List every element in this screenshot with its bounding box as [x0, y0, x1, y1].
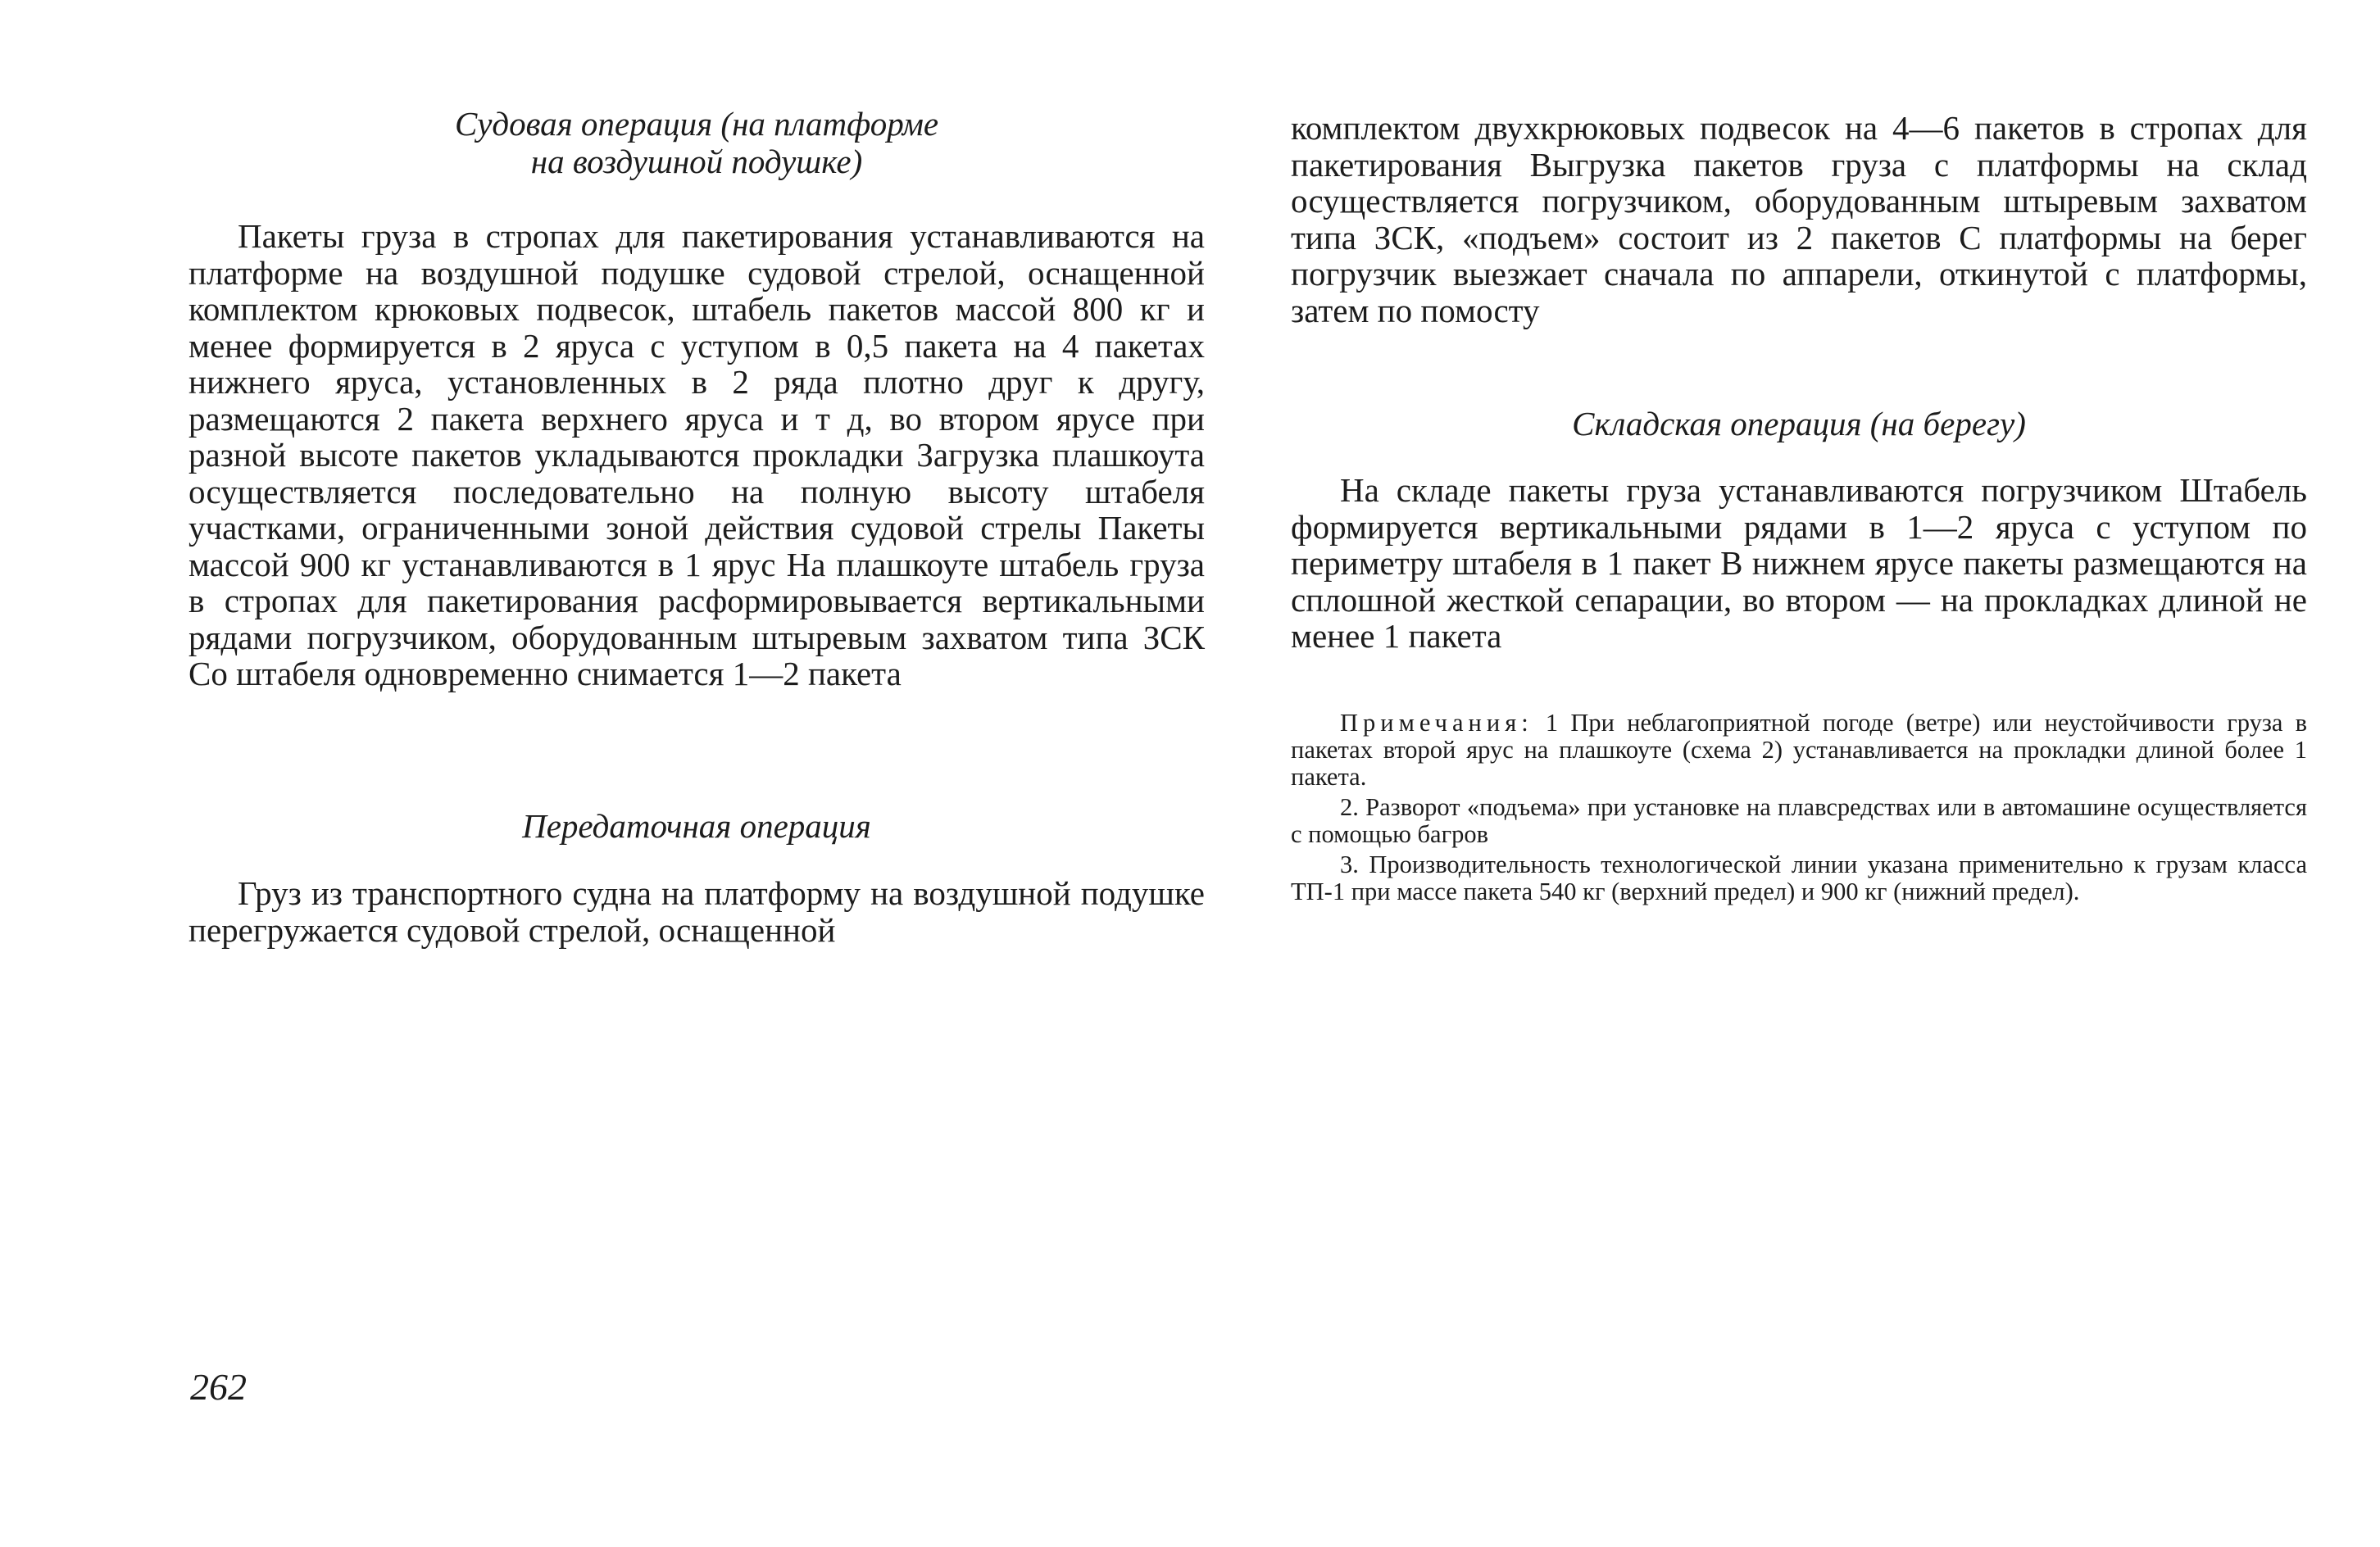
paragraph-warehouse-operation: На складе пакеты груза устанавливаются погрузчиком Штабель формируется вертикальными рядами в 1—2 яруса с уступом по периметру штабеля в 1 пакет В нижнем ярусе пакеты размещаются на сплошной жесткой сепарации, во втором — на прокладках длиной не менее 1 пакета [1291, 471, 2307, 655]
paragraph-transfer-continued: комплектом двухкрюковых подвесок на 4—6 пакетов в стропах для пакетирования Выгрузка пакетов груза с платформы на склад осуществляется погрузчиком, оборудованным штыревым захватом типа ЗСК, «подъем» состоит из 2 пакетов С платформы на берег погрузчик выезжает сначала по аппарели, откинутой с платформы, затем по помосту [1291, 109, 2307, 329]
notes-label: Примечания: [1340, 709, 1533, 737]
heading-ship-line-2: на воздушной подушке) [530, 143, 863, 180]
notes-block [1291, 710, 2307, 909]
heading-ship-line-1: Судовая операция (на платформе [454, 105, 939, 143]
note-2: 2. Разворот «подъема» при установке на плавсредствах или в автомашине осуществляется с помощью багров [1291, 793, 2307, 848]
heading-ship-operation [188, 105, 1205, 180]
page-number: 262 [190, 1366, 247, 1408]
heading-warehouse-operation: Складская операция (на берегу) [1572, 405, 2026, 442]
paragraph-transfer-operation: Груз из транспортного судна на платформу на воздушной подушке перегружается судовой стрелой, оснащенной [188, 874, 1205, 949]
note-1 [1291, 710, 2307, 791]
paragraph-ship-operation: Пакеты груза в стропах для пакетирования устанавливаются на платформе на воздушной подушке судовой стрелой, оснащенной комплектом крюковых подвесок, штабель пакетов массой 800 кг и менее формируется в 2 яруса с уступом в 0,5 пакета на 4 пакетах нижнего яруса, установленных в 2 ряда плотно друг к другу, размещаются 2 пакета верхнего яруса и т д, во втором ярусе при разной высоте пакетов укладываются прокладки Загрузка плашкоута осуществляется последовательно на полную высоту штабеля участками, ограниченными зоной действия судовой стрелы Пакеты массой 900 кг устанавливаются в 1 ярус На плашкоуте штабель груза в стропах для пакетирования расформировывается вертикальными рядами погрузчиком, оборудованным штыревым захватом типа ЗСК Со штабеля одновременно снимается 1—2 пакета [188, 217, 1205, 692]
note-1-text: 1 При неблагоприятной погоде (ветре) или неустойчивости груза в пакетах второй ярус на плашкоуте (схема 2) устанавливается на прокладки длиной более 1 пакета. [1291, 709, 2307, 791]
heading-transfer-operation: Передаточная операция [522, 807, 871, 845]
note-3: 3. Производительность технологической линии указана применительно к грузам класса ТП-1 при массе пакета 540 кг (верхний предел) и 900 кг (нижний предел). [1291, 851, 2307, 905]
